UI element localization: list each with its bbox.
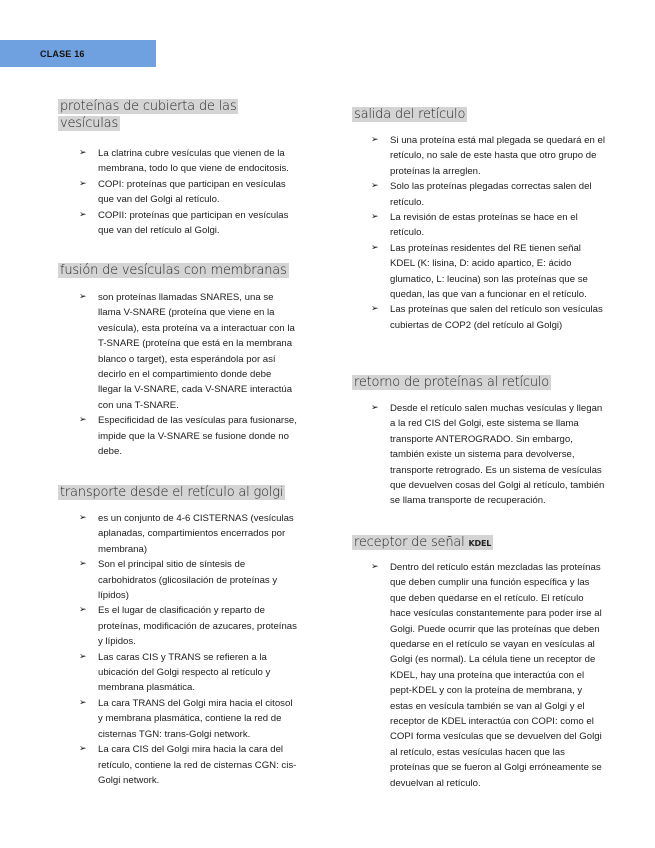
heading-vesicle-fusion: fusión de vesículas con membranas xyxy=(60,263,287,278)
list-item: ➢ es un conjunto de 4-6 CISTERNAS (vesículas aplanadas, compartimientos encerrados por membrana) xyxy=(79,511,297,557)
list-item: ➢ son proteínas llamadas SNARES, una se llama V-SNARE (proteína que viene en la vesícula), esta proteína va a interactuar con la T-SNARE (proteína que está en la membrana blanco o target), esta esperándola por así decirlo en el compartimiento donde debe llegar la V-SNARE, cada V-SNARE interactúa con una T-SNARE. xyxy=(79,290,297,413)
class-tag-label: CLASE 16 xyxy=(40,48,85,59)
list-item: ➢ COPII: proteínas que participan en vesículas que van del retículo al Golgi. xyxy=(79,208,297,239)
list-item: ➢ Las proteínas que salen del retículo son vesículas cubiertas de COP2 (del retículo al Golgi) xyxy=(371,302,607,333)
list-item: ➢ Las caras CIS y TRANS se refieren a la ubicación del Golgi respecto al retículo y membrana plasmática. xyxy=(79,650,297,696)
heading-er-to-golgi: transporte desde el retículo al golgi xyxy=(60,485,284,500)
list-er-to-golgi xyxy=(79,511,297,788)
heading-er-exit: salida del retículo xyxy=(354,107,466,122)
list-vesicle-fusion xyxy=(79,290,297,459)
list-coat-proteins xyxy=(79,146,297,238)
list-item: ➢ COPI: proteínas que participan en vesículas que van del Golgi al retículo. xyxy=(79,177,297,208)
class-tag xyxy=(0,40,156,67)
list-item: ➢ Es el lugar de clasificación y reparto de proteínas, modificación de azucares, proteínas y lípidos. xyxy=(79,603,297,649)
list-item: ➢ Solo las proteínas plegadas correctas salen del retículo. xyxy=(371,179,607,210)
list-item: ➢ La cara CIS del Golgi mira hacia la cara del retículo, contiene la red de cisternas CGN: cis-Golgi network. xyxy=(79,742,297,788)
list-item: ➢ Desde el retículo salen muchas vesículas y llegan a la red CIS del Golgi, este sistema se llama transporte ANTEROGRADO. Sin embargo, también existe un sistema para devolverse, transporte retrogrado. Es un sistema de vesículas que devuelven cosas del Golgi al retículo, también se llama transporte de recuperación. xyxy=(371,401,607,509)
list-item: ➢ Las proteínas residentes del RE tienen señal KDEL (K: lisina, D: acido apartico, E: ácido glumatico, L: leucina) son las proteínas que se quedan, las que van a funcionar en el retículo. xyxy=(371,241,607,303)
list-item: ➢ Dentro del retículo están mezcladas las proteínas que deben cumplir una función específica y las que deben quedarse en el retículo. El retículo hace vesículas constantemente para poder irse al Golgi. Puede ocurrir que las proteínas que deben quedarse en el retículo se vayan en vesículas al Golgi (es normal). La célula tiene un receptor de KDEL, hay una proteína que interactúa con el pept-KDEL y con la proteína de membrana, y estas en vesícula también se van al Golgi y el receptor de KDEL interactúa con COPI: como el COPI forma vesículas que se devuelven del Golgi al retículo, estas vesículas hacen que las proteínas que se fueron al Golgi erróneamente se devuelvan al retículo. xyxy=(371,560,607,791)
list-kdel-receptor xyxy=(371,560,607,791)
list-item: ➢ Son el principal sitio de síntesis de carbohidratos (glicosilación de proteínas y lípidos) xyxy=(79,557,297,603)
list-item: ➢ Especificidad de las vesículas para fusionarse, impide que la V-SNARE se fusione donde no debe. xyxy=(79,413,297,459)
list-item: ➢ La clatrina cubre vesículas que vienen de la membrana, todo lo que viene de endocitosis. xyxy=(79,146,297,177)
heading-kdel-receptor: receptor de señal KDEL xyxy=(354,535,492,550)
list-er-exit xyxy=(371,133,607,333)
list-item: ➢ La revisión de estas proteínas se hace en el retículo. xyxy=(371,210,607,241)
kdel-label: KDEL xyxy=(468,539,492,548)
heading-coat-proteins: proteínas de cubierta de las vesículas xyxy=(60,99,237,131)
list-item: ➢ Si una proteína está mal plegada se quedará en el retículo, no sale de este hasta que otro grupo de proteínas la arreglen. xyxy=(371,133,607,179)
list-return-to-er xyxy=(371,401,607,509)
heading-return-to-er: retorno de proteínas al retículo xyxy=(354,375,550,390)
list-item: ➢ La cara TRANS del Golgi mira hacia el citosol y membrana plasmática, contiene la red de cisternas TGN: trans-Golgi network. xyxy=(79,696,297,742)
